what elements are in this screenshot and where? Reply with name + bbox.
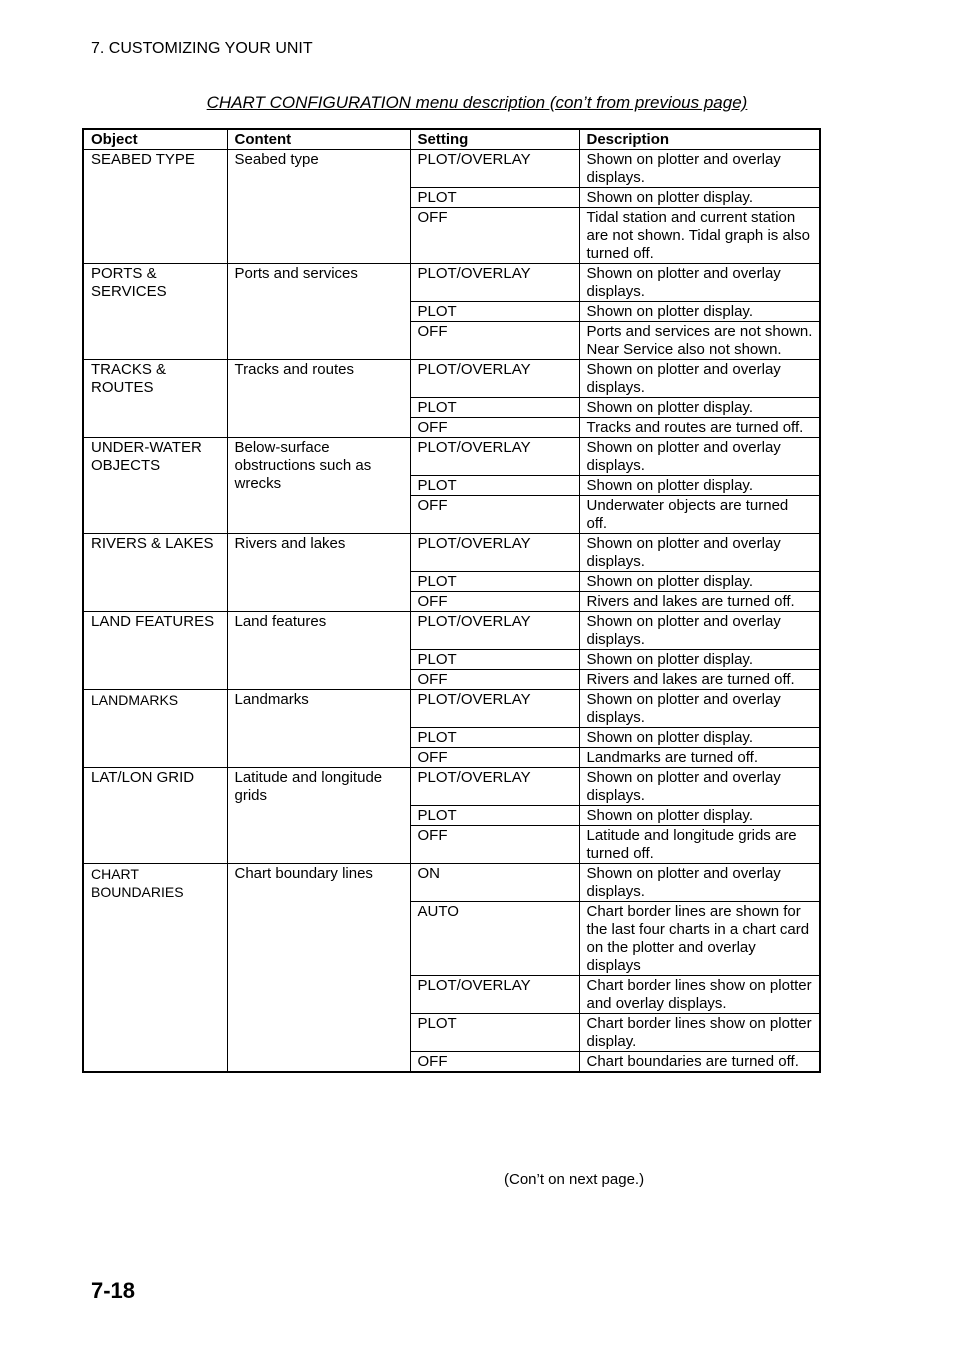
setting-cell: PLOT/OVERLAY <box>410 612 579 650</box>
column-header-object: Object <box>83 129 227 150</box>
setting-cell: OFF <box>410 592 579 612</box>
table-row <box>83 360 820 398</box>
description-cell: Tracks and routes are turned off. <box>579 418 820 438</box>
setting-cell: OFF <box>410 496 579 534</box>
setting-cell: PLOT <box>410 650 579 670</box>
object-cell: LANDMARKS <box>83 690 227 768</box>
description-cell: Chart boundaries are turned off. <box>579 1052 820 1073</box>
description-cell: Tidal station and current station are not shown. Tidal graph is also turned off. <box>579 208 820 264</box>
content-cell: Landmarks <box>227 690 410 768</box>
table-row <box>83 612 820 650</box>
table-caption: CHART CONFIGURATION menu description (con’t from previous page) <box>206 93 748 112</box>
description-cell: Underwater objects are turned off. <box>579 496 820 534</box>
setting-cell: OFF <box>410 826 579 864</box>
section-header: 7. CUSTOMIZING YOUR UNIT <box>91 40 313 57</box>
description-cell: Shown on plotter and overlay displays. <box>579 360 820 398</box>
setting-cell: PLOT <box>410 398 579 418</box>
description-cell: Chart border lines are shown for the last four charts in a chart card on the plotter and overlay displays <box>579 902 820 976</box>
table-body <box>83 150 820 1073</box>
content-cell: Below-surface obstructions such as wrecks <box>227 438 410 534</box>
setting-cell: PLOT/OVERLAY <box>410 264 579 302</box>
description-cell: Shown on plotter and overlay displays. <box>579 612 820 650</box>
table-row <box>83 264 820 302</box>
description-cell: Shown on plotter display. <box>579 806 820 826</box>
description-cell: Shown on plotter display. <box>579 302 820 322</box>
setting-cell: PLOT <box>410 188 579 208</box>
continued-note: (Con’t on next page.) <box>504 1171 645 1188</box>
content-cell: Seabed type <box>227 150 410 264</box>
setting-cell: PLOT/OVERLAY <box>410 150 579 188</box>
setting-cell: PLOT/OVERLAY <box>410 360 579 398</box>
setting-cell: OFF <box>410 322 579 360</box>
table-header-row <box>83 129 820 150</box>
setting-cell: PLOT <box>410 302 579 322</box>
object-cell: LAT/LON GRID <box>83 768 227 864</box>
description-cell: Shown on plotter and overlay displays. <box>579 768 820 806</box>
content-cell: Ports and services <box>227 264 410 360</box>
content-cell: Land features <box>227 612 410 690</box>
setting-cell: PLOT/OVERLAY <box>410 438 579 476</box>
description-cell: Shown on plotter and overlay displays. <box>579 690 820 728</box>
column-header-content: Content <box>227 129 410 150</box>
description-cell: Landmarks are turned off. <box>579 748 820 768</box>
description-cell: Chart border lines show on plotter display. <box>579 1014 820 1052</box>
setting-cell: OFF <box>410 670 579 690</box>
description-cell: Shown on plotter display. <box>579 728 820 748</box>
setting-cell: PLOT <box>410 572 579 592</box>
description-cell: Rivers and lakes are turned off. <box>579 670 820 690</box>
setting-cell: PLOT <box>410 1014 579 1052</box>
description-cell: Shown on plotter display. <box>579 188 820 208</box>
column-header-setting: Setting <box>410 129 579 150</box>
page-number: 7-18 <box>91 1278 136 1303</box>
description-cell: Ports and services are not shown. Near Service also not shown. <box>579 322 820 360</box>
description-cell: Shown on plotter and overlay displays. <box>579 438 820 476</box>
setting-cell: PLOT/OVERLAY <box>410 690 579 728</box>
setting-cell: PLOT <box>410 806 579 826</box>
table-row <box>83 690 820 728</box>
setting-cell: PLOT <box>410 476 579 496</box>
setting-cell: OFF <box>410 748 579 768</box>
description-cell: Chart border lines show on plotter and overlay displays. <box>579 976 820 1014</box>
setting-cell: AUTO <box>410 902 579 976</box>
column-header-description: Description <box>579 129 820 150</box>
object-cell: TRACKS & ROUTES <box>83 360 227 438</box>
setting-cell: OFF <box>410 418 579 438</box>
description-cell: Shown on plotter and overlay displays. <box>579 150 820 188</box>
table-row <box>83 438 820 476</box>
content-cell: Rivers and lakes <box>227 534 410 612</box>
setting-cell: PLOT/OVERLAY <box>410 534 579 572</box>
setting-cell: OFF <box>410 1052 579 1073</box>
table-row <box>83 768 820 806</box>
setting-cell: ON <box>410 864 579 902</box>
table-row <box>83 534 820 572</box>
description-cell: Shown on plotter display. <box>579 650 820 670</box>
content-cell: Tracks and routes <box>227 360 410 438</box>
object-cell: PORTS & SERVICES <box>83 264 227 360</box>
setting-cell: PLOT/OVERLAY <box>410 976 579 1014</box>
object-cell: CHART BOUNDARIES <box>83 864 227 1073</box>
object-cell: SEABED TYPE <box>83 150 227 264</box>
table-row <box>83 864 820 902</box>
content-cell: Latitude and longitude grids <box>227 768 410 864</box>
setting-cell: PLOT/OVERLAY <box>410 768 579 806</box>
object-cell: LAND FEATURES <box>83 612 227 690</box>
setting-cell: OFF <box>410 208 579 264</box>
setting-cell: PLOT <box>410 728 579 748</box>
table-row <box>83 150 820 188</box>
content-cell: Chart boundary lines <box>227 864 410 1073</box>
description-cell: Shown on plotter display. <box>579 398 820 418</box>
object-cell: RIVERS & LAKES <box>83 534 227 612</box>
description-cell: Shown on plotter and overlay displays. <box>579 534 820 572</box>
description-cell: Latitude and longitude grids are turned off. <box>579 826 820 864</box>
description-cell: Shown on plotter and overlay displays. <box>579 864 820 902</box>
chart-configuration-table <box>82 128 821 1073</box>
description-cell: Shown on plotter and overlay displays. <box>579 264 820 302</box>
description-cell: Shown on plotter display. <box>579 476 820 496</box>
object-cell: UNDER-WATER OBJECTS <box>83 438 227 534</box>
description-cell: Shown on plotter display. <box>579 572 820 592</box>
description-cell: Rivers and lakes are turned off. <box>579 592 820 612</box>
